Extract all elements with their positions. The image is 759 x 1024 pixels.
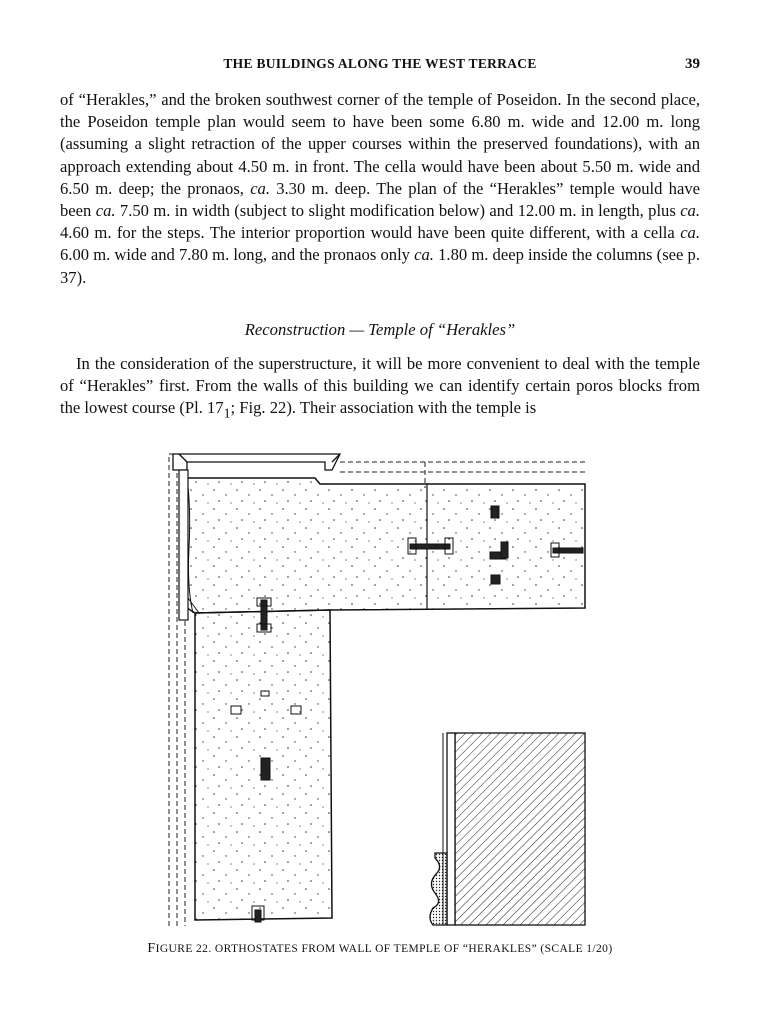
running-title: THE BUILDINGS ALONG THE WEST TERRACE xyxy=(223,56,537,71)
orthostate-drawing xyxy=(165,448,595,933)
paragraph-2 xyxy=(60,353,700,425)
section-profile xyxy=(430,733,585,925)
ca-abbrev: ca. xyxy=(680,201,700,221)
paragraph-1-text: 4.60 m. for the steps. The interior proportion would have been quite different, with a cella xyxy=(60,223,681,243)
paragraph-1-text: 3.30 m. deep. The plan of the “Herakles” temple would have been xyxy=(60,178,701,221)
paragraph-2-text: ; Fig. 22). Their association with the temple is xyxy=(230,398,537,418)
top-moulding xyxy=(173,454,340,470)
ca-abbrev: ca. xyxy=(414,245,434,265)
ca-abbrev: ca. xyxy=(680,223,700,243)
paragraph-1-text: 6.00 m. wide and 7.80 m. long, and the pronaos only xyxy=(60,245,415,265)
page-header xyxy=(60,56,700,76)
page-number: 39 xyxy=(685,56,700,72)
paragraph-1 xyxy=(60,89,700,289)
paragraph-1-text: 1.80 m. deep inside the columns (see p. 37). xyxy=(60,245,700,287)
paragraph-2-text: In the consideration of the superstructure, it will be more convenient to deal with the temple of “Herakles” first. From the walls of this building we can identify certain poros blocks from the lowest course (Pl. 17 xyxy=(60,354,700,418)
paragraph-1-text: 7.50 m. in width (subject to slight modification below) and 12.00 m. in length, plus xyxy=(115,201,681,221)
caption-initial: F xyxy=(147,941,156,956)
figure-22-drawing xyxy=(165,448,595,933)
caption-text: IGURE 22. ORTHOSTATES FROM WALL OF TEMPLE OF “HERAKLES” (SCALE 1/20) xyxy=(155,943,613,955)
figure-caption xyxy=(60,941,700,957)
plate-subscript: 1 xyxy=(223,405,231,421)
ca-abbrev: ca. xyxy=(250,178,270,198)
paragraph-1-text: of “Herakles,” and the broken southwest corner of the temple of Poseidon. In the second place, the Poseidon temple plan would seem to have been some 6.80 m. wide and 12.00 m. long (assuming a slight retraction of the upper courses within the preserved foundations), with an approach extending about 4.50 m. in front. The cella would have been about 5.50 m. wide and 6.50 m. deep; the pronaos, xyxy=(60,90,700,198)
section-subheading: Reconstruction — Temple of “Herakles” xyxy=(244,320,516,339)
ca-abbrev: ca. xyxy=(95,201,116,221)
